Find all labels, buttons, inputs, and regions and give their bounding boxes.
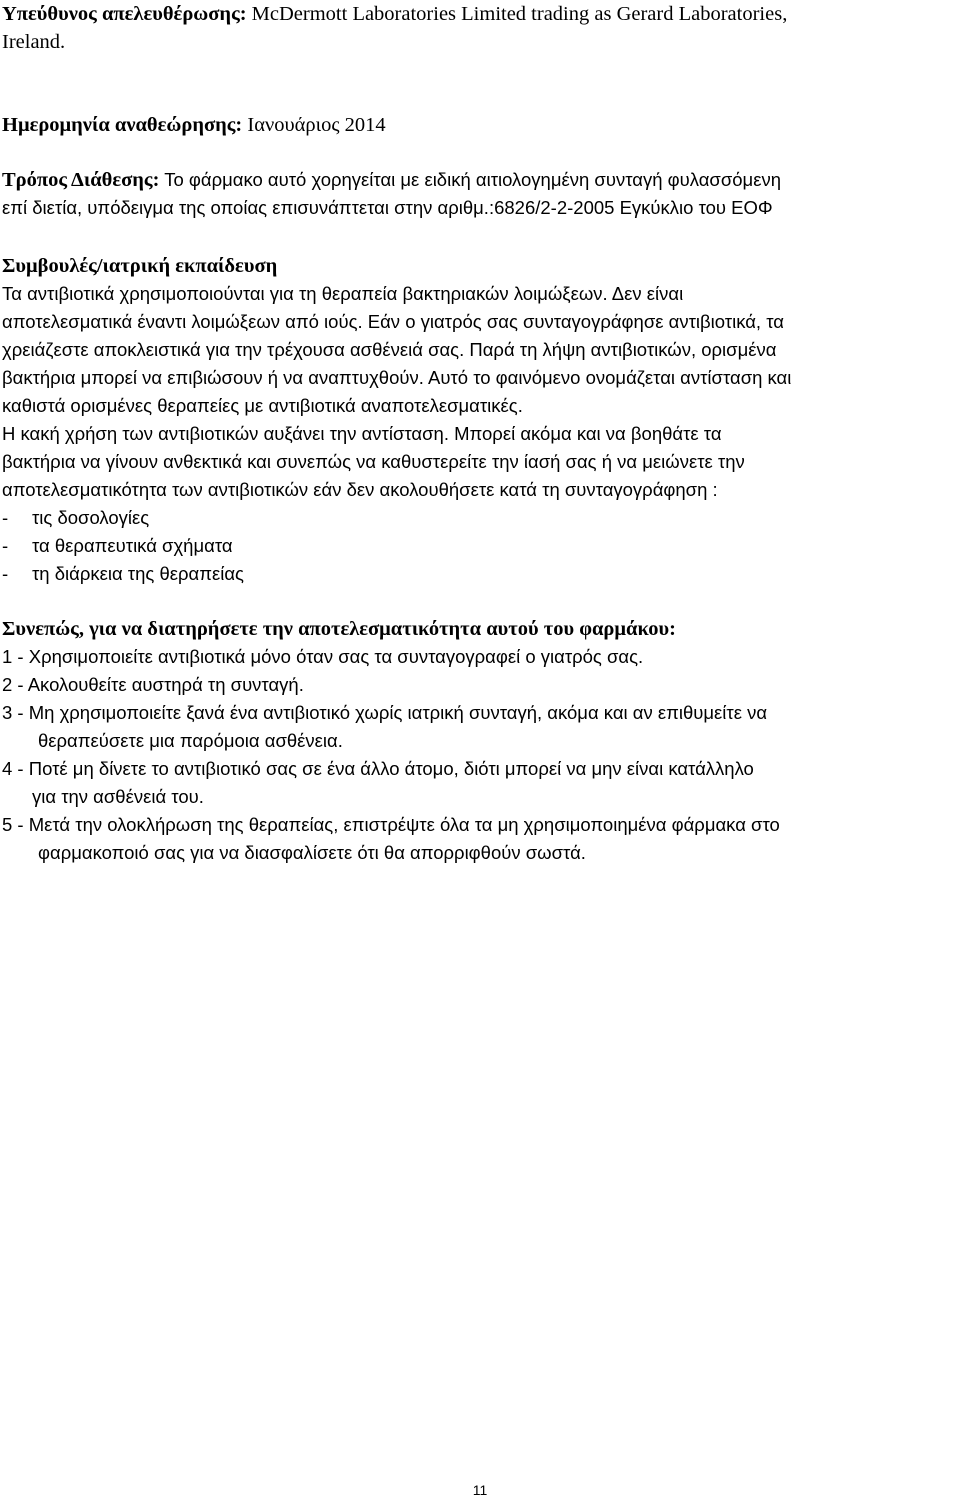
list-item-text: 4 - Ποτέ μη δίνετε το αντιβιοτικό σας σε ένα άλλο άτομο, διότι μπορεί να μην είναι κατάλληλο [2,758,754,779]
list-item-text: τις δοσολογίες [32,507,150,528]
revision-date [2,111,956,139]
release-value-cont: Ireland. [2,31,66,53]
advice-line: χρειάζεστε αποκλειστικά για την τρέχουσα ασθένειά σας. Παρά τη λήψη αντιβιοτικών, ορισμένα [2,339,777,360]
dash-bullet: - [2,563,9,584]
advice-line: αποτελεσματικά έναντι λοιμώξεων από ιούς. Εάν ο γιατρός σας συνταγογράφησε αντιβιοτικά, τα [2,311,784,332]
dispensing-line2: επί διετία, υπόδειγμα της οποίας επισυνάπτεται στην αριθμ.:6826/2-2-2005 Εγκύκλιο του ΕΟΦ [2,197,773,218]
advice-line: βακτήρια να γίνουν ανθεκτικά και συνεπώς να καθυστερείτε την ίασή σας ή να μειώνετε την [2,451,745,472]
release-holder [2,0,956,56]
effectiveness-list [2,643,956,867]
advice-line: αποτελεσματικότητα των αντιβιοτικών εάν δεν ακολουθήσετε κατά τη συνταγογράφηση : [2,479,718,500]
list-item-cont: φαρμακοποιό σας για να διασφαλίσετε ότι θα απορριφθούν σωστά. [38,842,586,863]
advice-paragraph [2,280,956,588]
dispensing-line1: Το φάρμακο αυτό χορηγείται με ειδική αιτιολογημένη συνταγή φυλασσόμενη [159,169,781,190]
advice-heading: Συμβουλές/ιατρική εκπαίδευση [2,255,278,277]
list-item [2,560,956,588]
list-item [2,532,956,560]
revision-value: Ιανουάριος 2014 [242,114,386,136]
list-item [2,755,956,811]
list-item-text: 2 - Ακολουθείτε αυστηρά τη συνταγή. [2,674,304,695]
list-item-cont: για την ασθένειά του. [32,786,204,807]
page-number: 11 [472,1482,488,1498]
dispensing-label: Τρόπος Διάθεσης: [2,169,160,191]
revision-label: Ημερομηνία αναθεώρησης: [2,114,243,136]
release-value: McDermott Laboratories Limited trading as Gerard Laboratories, [246,3,788,25]
effectiveness-heading: Συνεπώς, για να διατηρήσετε την αποτελεσματικότητα αυτού του φαρμάκου: [2,618,676,640]
list-item-text: 5 - Μετά την ολοκλήρωση της θεραπείας, επιστρέψτε όλα τα μη χρησιμοποιημένα φάρμακα στο [2,814,780,835]
advice-line: Η κακή χρήση των αντιβιοτικών αυξάνει την αντίσταση. Μπορεί ακόμα και να βοηθάτε τα [2,423,722,444]
release-label: Υπεύθυνος απελευθέρωσης: [2,3,247,25]
list-item-text: 1 - Χρησιμοποιείτε αντιβιοτικά μόνο όταν σας τα συνταγογραφεί ο γιατρός σας. [2,646,644,667]
list-item-text: 3 - Μη χρησιμοποιείτε ξανά ένα αντιβιοτικό χωρίς ιατρική συνταγή, ακόμα και αν επιθυμείτε να [2,702,768,723]
list-item [2,699,956,755]
list-item [2,643,956,671]
advice-line: βακτήρια μπορεί να επιβιώσουν ή να αναπτυχθούν. Αυτό το φαινόμενο ονομάζεται αντίσταση και [2,367,792,388]
advice-line: Τα αντιβιοτικά χρησιμοποιούνται για τη θεραπεία βακτηριακών λοιμώξεων. Δεν είναι [2,283,684,304]
list-item-text: τα θεραπευτικά σχήματα [32,535,233,556]
dash-bullet: - [2,535,9,556]
list-item [2,671,956,699]
advice-section [2,252,956,588]
advice-line: καθιστά ορισμένες θεραπείες με αντιβιοτικά αναποτελεσματικές. [2,395,523,416]
dash-bullet: - [2,507,9,528]
dispensing [2,166,956,222]
list-item [2,504,956,532]
list-item [2,811,956,867]
effectiveness-section [2,615,956,867]
list-item-cont: θεραπεύσετε μια παρόμοια ασθένεια. [38,730,343,751]
list-item-text: τη διάρκεια της θεραπείας [32,563,244,584]
